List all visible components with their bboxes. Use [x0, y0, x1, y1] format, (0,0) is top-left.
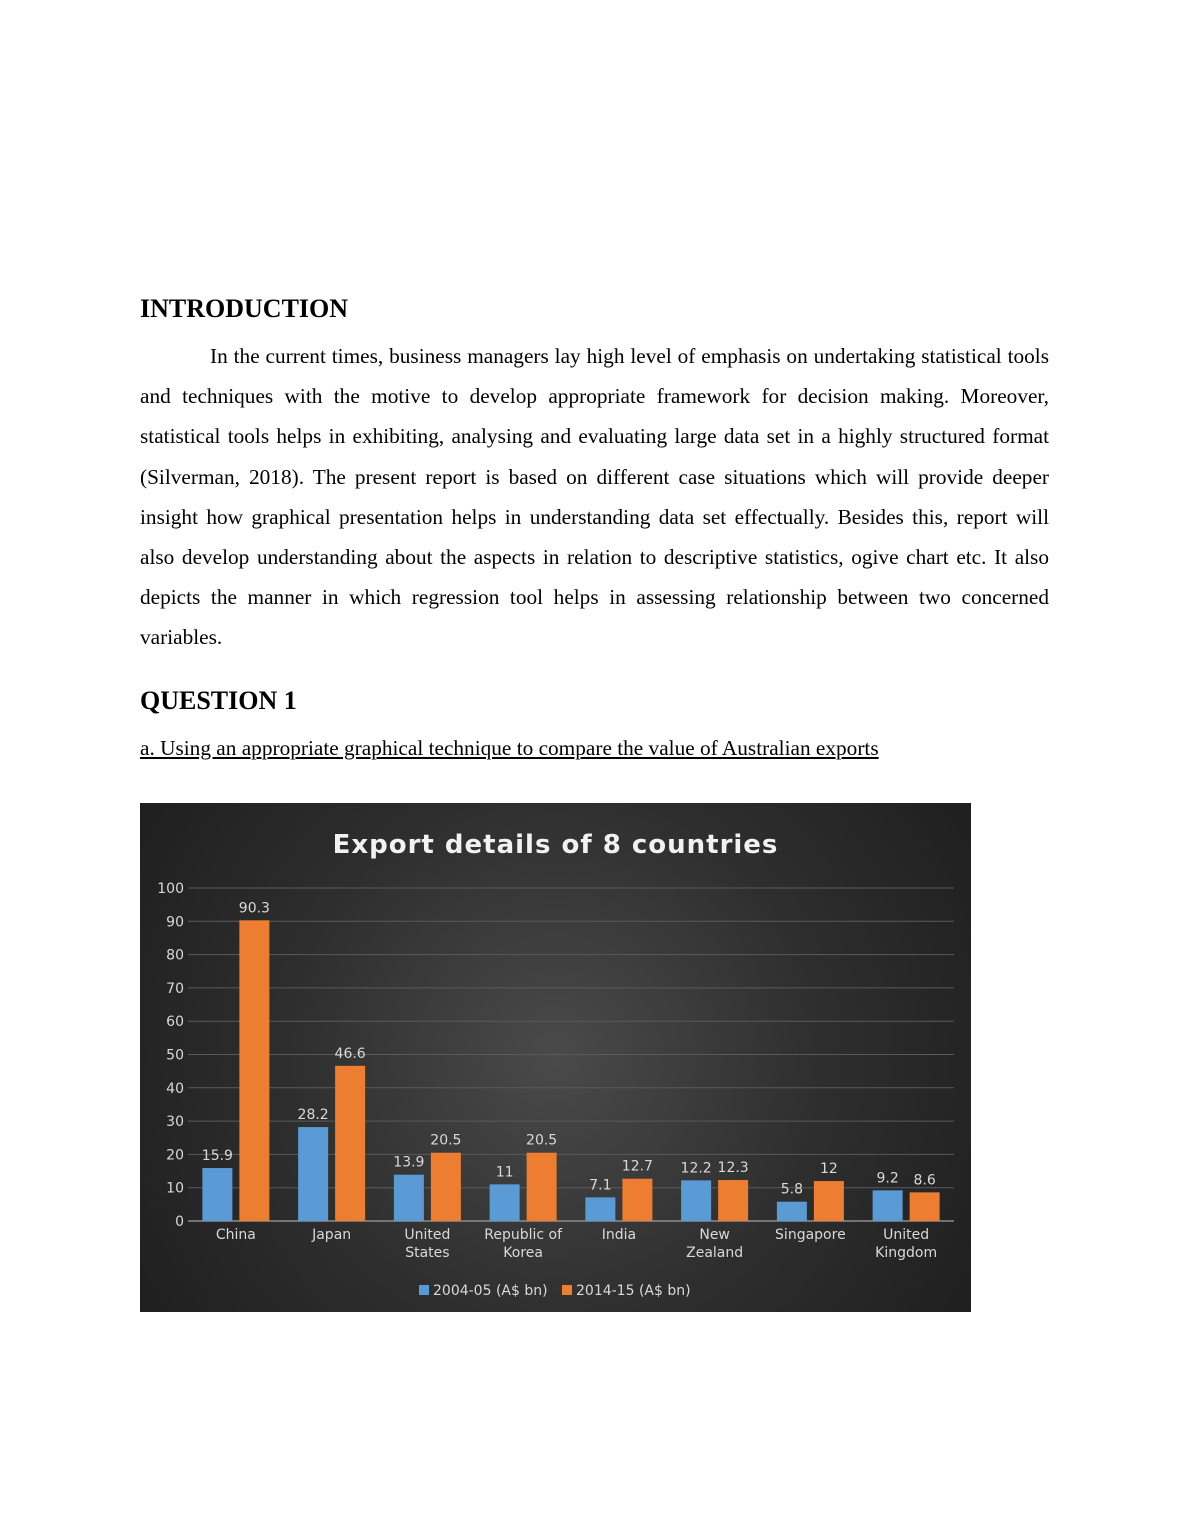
- x-category-label: China: [215, 1227, 256, 1243]
- data-label: 20.5: [430, 1132, 462, 1149]
- bar-series2: [335, 1066, 365, 1221]
- legend-swatch: [562, 1285, 572, 1295]
- bar-series1: [202, 1168, 232, 1221]
- x-category-label: United: [883, 1227, 930, 1243]
- y-tick-label: 70: [166, 980, 184, 997]
- x-category-label: India: [601, 1227, 637, 1243]
- data-label: 12.7: [621, 1158, 653, 1175]
- y-tick-label: 30: [166, 1114, 184, 1131]
- x-category-label: Kingdom: [875, 1245, 938, 1261]
- x-category-label: Japan: [312, 1227, 352, 1243]
- bar-series1: [873, 1190, 903, 1221]
- bar-series2: [814, 1181, 844, 1221]
- y-tick-label: 20: [166, 1147, 184, 1164]
- legend-label: 2004-05 (A$ bn): [433, 1283, 548, 1299]
- intro-paragraph: In the current times, business managers lay high level of emphasis on undertaking statistical tools and techniques with the motive to develop appropriate framework for decision making. Moreover, statistical tools helps in exhibiting, analysing and evaluating large data set in a highly structured format (Silverman, 2018). The present report is based on different case situations which will provide deeper insight how graphical presentation helps in understanding data set effectually. Besides this, report will also develop understanding about the aspects in relation to descriptive statistics, ogive chart etc. It also depicts the manner in which regression tool helps in assessing relationship between two concerned variables.: [140, 344, 1049, 650]
- bar-series1: [298, 1127, 328, 1221]
- x-category-label: States: [405, 1245, 450, 1261]
- data-label: 13.9: [393, 1154, 425, 1171]
- x-category-label: Zealand: [686, 1245, 744, 1261]
- data-label: 5.8: [780, 1181, 804, 1198]
- data-label: 12.3: [717, 1160, 749, 1177]
- bar-series2: [431, 1153, 461, 1221]
- data-label: 8.6: [913, 1172, 936, 1189]
- y-tick-label: 80: [166, 947, 184, 964]
- x-category-label: New: [699, 1227, 730, 1243]
- data-label: 11: [495, 1164, 514, 1181]
- data-label: 12: [819, 1161, 838, 1178]
- question-1a-subheading: a. Using an appropriate graphical technique to compare the value of Australian exports: [140, 736, 879, 760]
- y-tick-label: 90: [166, 914, 184, 931]
- y-tick-label: 10: [166, 1180, 184, 1197]
- bar-series1: [777, 1202, 807, 1221]
- bar-series1: [394, 1175, 424, 1221]
- legend-swatch: [419, 1285, 429, 1295]
- x-category-label: Republic of: [484, 1227, 563, 1243]
- bar-series1: [585, 1197, 615, 1221]
- data-label: 20.5: [526, 1132, 558, 1149]
- legend-label: 2014-15 (A$ bn): [576, 1283, 691, 1299]
- y-tick-label: 60: [166, 1014, 184, 1031]
- chart-canvas: [140, 803, 971, 1312]
- bar-series2: [527, 1153, 557, 1221]
- y-tick-label: 40: [166, 1080, 184, 1097]
- y-tick-label: 0: [175, 1214, 184, 1230]
- bar-series2: [718, 1180, 748, 1221]
- data-label: 28.2: [297, 1107, 329, 1124]
- data-label: 7.1: [589, 1177, 612, 1194]
- bar-series2: [910, 1192, 940, 1221]
- x-category-label: Korea: [503, 1245, 543, 1261]
- bar-series1: [681, 1180, 711, 1221]
- y-tick-label: 100: [157, 881, 184, 897]
- y-tick-label: 50: [166, 1047, 184, 1064]
- data-label: 9.2: [876, 1170, 899, 1187]
- x-category-label: United: [404, 1227, 451, 1243]
- data-label: 15.9: [201, 1148, 233, 1165]
- bar-series1: [490, 1184, 520, 1221]
- data-label: 12.2: [680, 1160, 712, 1177]
- bar-series2: [239, 920, 269, 1221]
- data-label: 90.3: [238, 900, 270, 917]
- question-1-heading: QUESTION 1: [140, 686, 297, 715]
- bar-series2: [622, 1179, 652, 1221]
- chart-title: Export details of 8 countries: [332, 830, 779, 860]
- intro-heading: INTRODUCTION: [140, 294, 349, 323]
- data-label: 46.6: [334, 1045, 366, 1062]
- x-category-label: Singapore: [775, 1227, 846, 1243]
- export-chart: [140, 803, 971, 1312]
